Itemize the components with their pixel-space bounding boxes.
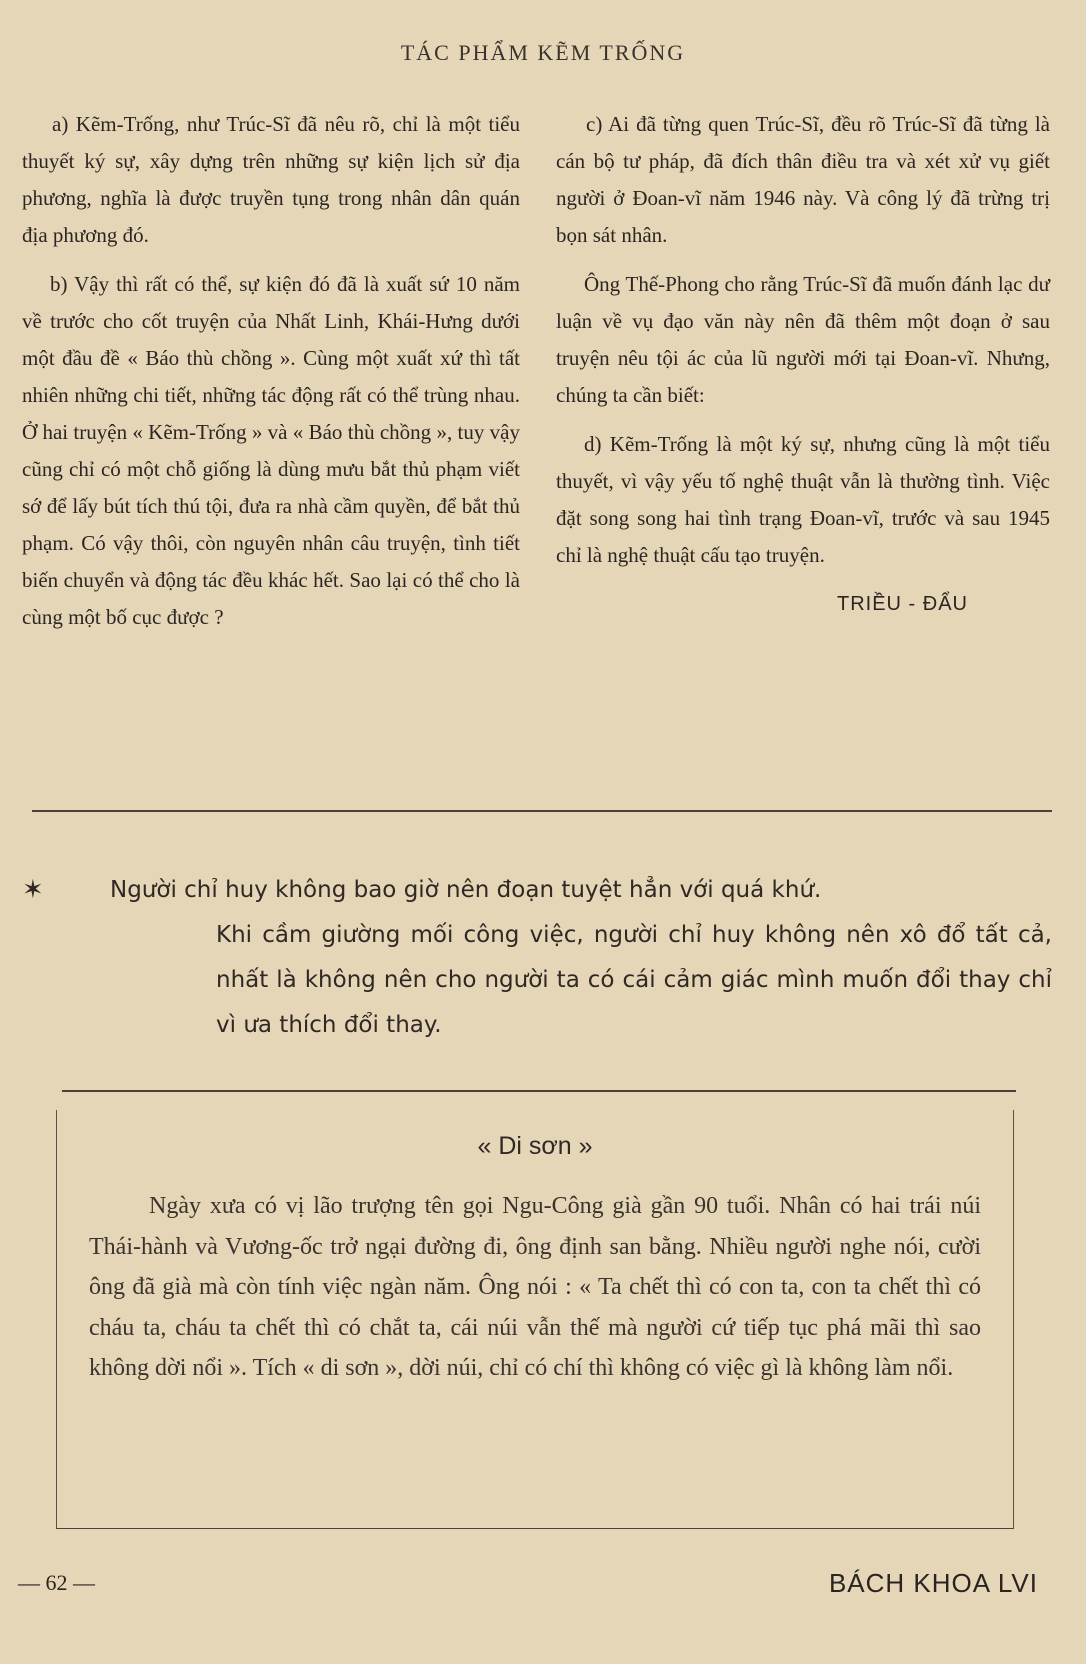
paragraph-c: c) Ai đã từng quen Trúc-Sĩ, đều rõ Trúc-Sĩ đã từng là cán bộ tư pháp, đã đích thân điều tra và xét xử vụ giết người ở Đoan-vĩ năm 1946 này. Và công lý đã trừng trị bọn sát nhân. bbox=[556, 112, 1050, 247]
running-header: TÁC PHẨM KẼM TRỐNG bbox=[400, 40, 686, 65]
di-son-box bbox=[56, 1110, 1014, 1529]
page-number: — 62 — bbox=[18, 1570, 95, 1595]
publication-name: BÁCH KHOA LVI bbox=[828, 1568, 1038, 1598]
quote-block bbox=[22, 868, 1052, 1048]
paragraph-b: b) Vậy thì rất có thể, sự kiện đó đã là xuất sứ 10 năm về trước cho cốt truyện của Nhất Linh, Khái-Hưng dưới một đầu đề « Báo thù chồng ». Cùng một xuất xứ thì tất nhiên những chi tiết, những tác động rất có thể trùng nhau. Ở hai truyện « Kẽm-Trống » và « Báo thù chồng », tuy vậy cũng chỉ có một chỗ giống là dùng mưu bắt thủ phạm viết sớ để lấy bút tích thú tội, đưa ra nhà cầm quyền, để bắt thủ phạm. Có vậy thôi, còn nguyên nhân câu truyện, tình tiết biến chuyển và động tác đều khác hết. Sao lại có thể cho là cùng một bố cục được ? bbox=[22, 272, 520, 629]
quote-continuation: Khi cầm giường mối công việc, người chỉ huy không nên xô đổ tất cả, nhất là không nên cho người ta có cái cảm giác mình muốn đổi thay chỉ vì ưa thích đổi thay. bbox=[216, 922, 1052, 1038]
box-title: « Di sơn » bbox=[477, 1132, 593, 1160]
paragraph-d: d) Kẽm-Trống là một ký sự, nhưng cũng là một tiểu thuyết, vì vậy yếu tố nghệ thuật vẫn là thường tình. Việc đặt song song hai tình trạng Đoan-vĩ, trước và sau 1945 chỉ là nghệ thuật cấu tạo truyện. bbox=[556, 432, 1050, 567]
star-icon: ✶ bbox=[22, 875, 44, 905]
section-divider bbox=[32, 810, 1052, 812]
paragraph-a: a) Kẽm-Trống, như Trúc-Sĩ đã nêu rõ, chỉ là một tiểu thuyết ký sự, xây dựng trên những sự kiện lịch sử địa phương, nghĩa là được truyền tụng trong nhân dân quán địa phương đó. bbox=[22, 112, 520, 247]
box-body: Ngày xưa có vị lão trượng tên gọi Ngu-Công già gần 90 tuổi. Nhân có hai trái núi Thái-hành và Vương-ốc trở ngại đường đi, ông định san bằng. Nhiều người nghe nói, cười ông đã già mà còn tính việc ngàn năm. Ông nói : « Ta chết thì có con ta, con ta chết thì có cháu ta, cháu ta chết thì có chắt ta, cái núi vẫn thế mà người cứ tiếp tục phá mãi thì sao không dời nổi ». Tích « di sơn », dời núi, chỉ có chí thì không có việc gì là không làm nổi. bbox=[89, 1193, 981, 1381]
quote-first-line: Người chỉ huy không bao giờ nên đoạn tuyệt hẳn với quá khứ. bbox=[110, 877, 822, 903]
paragraph-the-phong: Ông Thế-Phong cho rằng Trúc-Sĩ đã muốn đánh lạc dư luận về vụ đạo văn này nên đã thêm một đoạn ở sau truyện nêu tội ác của lũ người mới tại Đoan-vĩ. Nhưng, chúng ta cần biết: bbox=[556, 272, 1050, 407]
left-column bbox=[22, 106, 520, 648]
box-top-rule bbox=[62, 1090, 1016, 1092]
author-signature: TRIỀU - ĐẨU bbox=[837, 593, 968, 615]
quote-text bbox=[110, 868, 1052, 1048]
right-column bbox=[556, 106, 1050, 623]
